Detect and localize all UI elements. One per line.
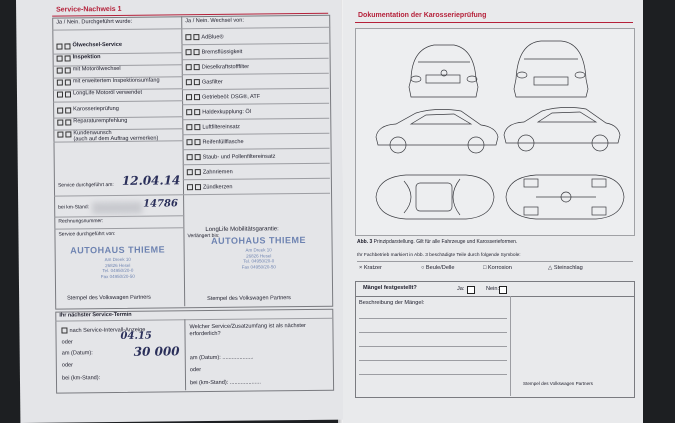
dealer-stamp-left: AUTOHAUS THIEME Am Dreek 10 26826 Hesel Tel. 04950/20-0 Fax 04950/20-50 bbox=[70, 244, 166, 280]
checkbox bbox=[57, 80, 63, 86]
longlife-label: LongLife Mobilitätsgarantie: bbox=[205, 226, 279, 234]
dealer-stamp-right: AUTOHAUS THIEME Am Dreek 10 26826 Hesel Tel. 04950/20-0 Fax 04950/20-50 bbox=[211, 234, 307, 270]
longlife-sub: Verlängert bis: bbox=[187, 232, 220, 240]
symbol-instruction: Ihr Fachbetrieb markiert in Abb. 3 beschädigte Teile durch folgende Symbole: bbox=[357, 253, 521, 258]
damage-symbol: ○ Beule/Delle bbox=[421, 265, 455, 271]
next-km-right: bei (km-Stand): .................... bbox=[189, 379, 261, 387]
checkbox bbox=[187, 154, 193, 160]
checkbox bbox=[186, 94, 192, 100]
defects-label: Mängel festgestellt? bbox=[363, 285, 417, 291]
checkbox bbox=[194, 49, 200, 55]
nein-checkbox[interactable] bbox=[499, 286, 507, 294]
checkbox bbox=[65, 67, 71, 73]
service-item: mit Motorölwechsel bbox=[57, 67, 121, 75]
checkbox bbox=[61, 327, 67, 333]
car-front-view-icon bbox=[409, 45, 478, 97]
service-date-label: Service durchgeführt am: bbox=[57, 181, 114, 189]
checkbox bbox=[194, 94, 200, 100]
checkbox bbox=[64, 43, 70, 49]
col2-header: Ja / Nein. Wechsel von: bbox=[185, 17, 244, 25]
checkbox bbox=[57, 92, 63, 98]
replacement-item: Staub- und Pollenfiltereinsatz bbox=[187, 153, 276, 161]
checkbox bbox=[185, 34, 191, 40]
checkbox bbox=[186, 139, 192, 145]
page-title-right: Dokumentation der Karosserieprüfung bbox=[358, 12, 487, 19]
service-item: LongLife Motoröl verwendet bbox=[57, 91, 142, 99]
checkbox bbox=[57, 56, 63, 62]
checkbox bbox=[193, 34, 199, 40]
checkbox bbox=[65, 55, 71, 61]
next-km-value: 30 000 bbox=[133, 344, 180, 359]
figure-caption: Abb. 3 Prinzipdarstellung. Gilt für alle Fahrzeuge und Karosserieformen. bbox=[357, 239, 518, 245]
body-inspection-page bbox=[343, 0, 643, 423]
replacement-item: Zündkerzen bbox=[187, 184, 233, 192]
ja-label: Ja: bbox=[457, 286, 465, 292]
checkbox bbox=[56, 44, 62, 50]
service-item: Inspektion bbox=[57, 55, 101, 63]
checkbox bbox=[195, 184, 201, 190]
next-question: Welcher Service/Zusatzumfang ist als nächster erforderlich? bbox=[189, 322, 306, 338]
checkbox bbox=[187, 169, 193, 175]
service-item: Karosserieprüfung bbox=[57, 107, 119, 115]
stamp-caption-left: Stempel des Volkswagen Partners bbox=[67, 294, 151, 302]
checkbox bbox=[187, 184, 193, 190]
nein-label: Nein: bbox=[486, 286, 500, 292]
damage-symbol: × Kratzer bbox=[359, 265, 382, 271]
car-rear-view-icon bbox=[514, 41, 588, 97]
description-label: Beschreibung der Mängel: bbox=[359, 300, 425, 306]
checkbox bbox=[186, 79, 192, 85]
km-label: bei km-Stand: bbox=[58, 204, 90, 211]
replacement-item: Haldexkupplung: Öl bbox=[186, 109, 251, 117]
checkbox bbox=[186, 64, 192, 70]
checkbox bbox=[65, 91, 71, 97]
checkbox bbox=[57, 68, 63, 74]
service-item: Ölwechsel-Service bbox=[56, 43, 122, 51]
car-side-view-icon bbox=[504, 107, 620, 151]
page-title: Service-Nachweis 1 bbox=[56, 5, 122, 14]
next-date-value: 04.15 bbox=[120, 330, 152, 342]
checkbox bbox=[65, 131, 71, 137]
service-record-page bbox=[16, 0, 345, 423]
next-service-header: Ihr nächster Service-Termin bbox=[59, 311, 132, 319]
checkbox bbox=[65, 119, 71, 125]
replacement-item: Getriebeöl: DSG®, ATF bbox=[186, 93, 260, 101]
next-km-label: bei (km-Stand): bbox=[61, 375, 101, 382]
next-date-right: am (Datum): .................... bbox=[189, 354, 254, 362]
replacement-item: Gasfilter bbox=[186, 79, 223, 86]
col1-header: Ja / Nein. Durchgeführt wurde: bbox=[56, 18, 133, 26]
stamp-caption-right: Stempel des Volkswagen Partners bbox=[207, 295, 291, 303]
replacement-item: Zahnriemen bbox=[187, 169, 233, 177]
replacement-item: Luftfiltereinsatz bbox=[186, 124, 240, 132]
ja-checkbox[interactable] bbox=[467, 286, 475, 294]
checkbox bbox=[186, 109, 192, 115]
car-top-view-icon bbox=[376, 175, 494, 219]
checkbox bbox=[194, 109, 200, 115]
checkbox bbox=[186, 49, 192, 55]
stamp-caption-defects: Stempel des Volkswagen Partners bbox=[523, 381, 593, 386]
car-underside-view-icon bbox=[506, 175, 624, 219]
checkbox bbox=[194, 124, 200, 130]
service-item: Kundenwunsch (auch auf dem Auftrag vermerken) bbox=[57, 131, 158, 143]
replacement-item: AdBlue® bbox=[185, 34, 223, 41]
car-side-view-icon bbox=[376, 109, 498, 153]
next-or-1: oder bbox=[61, 339, 73, 346]
invoice-label: Rechnungsnummer: bbox=[58, 218, 104, 225]
redacted-field bbox=[92, 202, 142, 215]
stamp-label-left: Service durchgeführt von: bbox=[58, 230, 116, 238]
damage-symbol: △ Steinschlag bbox=[548, 265, 583, 271]
checkbox bbox=[195, 154, 201, 160]
service-item: Reparaturempfehlung bbox=[57, 119, 127, 127]
km-value: 14786 bbox=[143, 198, 178, 210]
car-diagram-frame bbox=[355, 28, 635, 236]
service-item: mit erweitertem Inspektionsumfang bbox=[57, 79, 160, 87]
defects-box bbox=[355, 281, 635, 398]
next-service-display: nach Service-Intervall-Anzeige bbox=[61, 327, 145, 335]
checkbox bbox=[57, 108, 63, 114]
checkbox bbox=[57, 120, 63, 126]
checkbox bbox=[194, 139, 200, 145]
next-or-right: oder bbox=[189, 367, 202, 374]
checkbox bbox=[65, 107, 71, 113]
replacement-item: Bremsflüssigkeit bbox=[186, 49, 243, 57]
damage-symbol: □ Korrosion bbox=[483, 265, 512, 271]
checkbox bbox=[65, 79, 71, 85]
replacement-item: Reifenfüllflasche bbox=[186, 139, 243, 147]
car-diagrams bbox=[356, 29, 634, 235]
checkbox bbox=[195, 169, 201, 175]
replacement-item: Dieselkraftstofffilter bbox=[186, 64, 249, 72]
next-or-2: oder bbox=[61, 362, 74, 369]
checkbox bbox=[186, 124, 192, 130]
service-date-value: 12.04.14 bbox=[121, 173, 181, 188]
next-date-label: am (Datum): bbox=[61, 350, 93, 357]
checkbox bbox=[194, 79, 200, 85]
checkbox bbox=[57, 132, 63, 138]
checkbox bbox=[194, 64, 200, 70]
